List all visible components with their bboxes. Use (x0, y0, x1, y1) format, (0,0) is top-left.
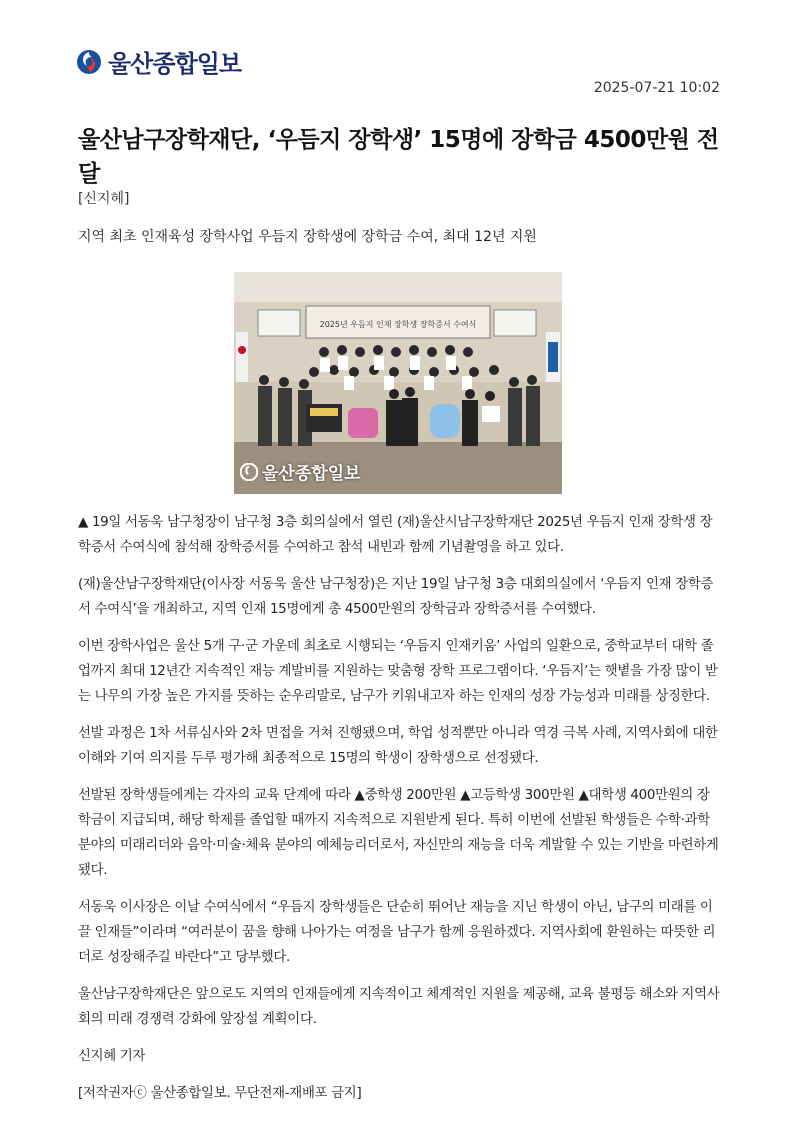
watermark-swirl-icon (240, 463, 258, 481)
article-paragraph: 선발된 장학생들에게는 각자의 교육 단계에 따라 ▲중학생 200만원 ▲고등학생 300만원 ▲대학생 400만원의 장학금이 지급되며, 해당 학제를 졸업할 때까지 지속적으로 지원받게 된다. 특히 이번에 선발된 학생들은 수학·과학 분야의 미래리더와 음악·미술·체육 분야의 예체능리더로서, 자신만의 재능을 더욱 계발할 수 있는 기반을 마련하게 됐다. (78, 788, 719, 878)
photo-banner-text: 2025년 우듬지 인재 장학생 장학증서 수여식 (319, 320, 477, 329)
article-paragraph: 선발 과정은 1차 서류심사와 2차 면접을 거쳐 진행됐으며, 학업 성적뿐만 아니라 역경 극복 사례, 지역사회에 대한 이해와 기여 의지를 두루 평가해 최종적으로 15명의 학생이 장학생으로 선정됐다. (78, 726, 718, 766)
reporter-tag: [신지혜] (78, 191, 130, 207)
article-paragraph: (재)울산남구장학재단(이사장 서동욱 울산 남구청장)은 지난 19일 남구청 3층 대회의실에서 ‘우듬지 인재 장학증서 수여식’을 개최하고, 지역 인재 15명에게 총 4500만원의 장학금과 장학증서를 수여했다. (78, 577, 714, 617)
article-subtitle: 지역 최초 인재육성 장학사업 우듬지 장학생에 장학금 수여, 최대 12년 지원 (78, 229, 537, 245)
logo-text: 울산종합일보 (108, 50, 242, 78)
article-photo[interactable] (234, 272, 562, 494)
article-paragraph: 이번 장학사업은 울산 5개 구·군 가운데 최초로 시행되는 ‘우듬지 인재키움’ 사업의 일환으로, 중학교부터 대학 졸업까지 최대 12년간 지속적인 재능 계발비를 지원하는 맞춤형 장학 프로그램이다. ‘우듬지’는 햇볕을 가장 많이 받는 나무의 가장 높은 가지를 뜻하는 순우리말로, 남구가 키워내고자 하는 인재의 성장 가능성과 미래를 상징한다. (78, 639, 718, 704)
publish-datetime: 2025-07-21 10:02 (593, 80, 720, 96)
copyright-notice: [저작권자ⓒ 울산종합일보. 무단전재-재배포 금지] (78, 1086, 362, 1101)
article-paragraph: 울산남구장학재단은 앞으로도 지역의 인재들에게 지속적이고 체계적인 지원을 제공해, 교육 불평등 해소와 지역사회의 미래 경쟁력 강화에 앞장설 계획이다. (78, 987, 720, 1027)
logo-swirl-icon (76, 49, 102, 75)
photo-watermark-text: 울산종합일보 (262, 464, 361, 484)
article-title: 울산남구장학재단, ‘우듬지 장학생’ 15명에 장학금 4500만원 전달 (78, 127, 719, 188)
article-paragraph: 서동욱 이사장은 이날 수여식에서 “우듬지 장학생들은 단순히 뛰어난 재능을 지닌 학생이 아닌, 남구의 미래를 이끌 인재들”이라며 “여러분이 꿈을 향해 나아가는 여정을 남구가 함께 응원하겠다. 지역사회에 환원하는 따뜻한 리더로 성장해주길 바란다”고 당부했다. (78, 900, 716, 965)
article-body (78, 510, 722, 1118)
photo-caption: ▲ 19일 서동욱 남구청장이 남구청 3층 회의실에서 열린 (재)울산시남구장학재단 2025년 우듬지 인재 장학생 장학증서 수여식에 참석해 장학증서를 수여하고 참석 내빈과 함께 기념촬영을 하고 있다. (78, 515, 713, 555)
photo-watermark (240, 459, 361, 484)
article-byline: 신지혜 기자 (78, 1049, 146, 1064)
site-logo[interactable] (76, 44, 241, 79)
